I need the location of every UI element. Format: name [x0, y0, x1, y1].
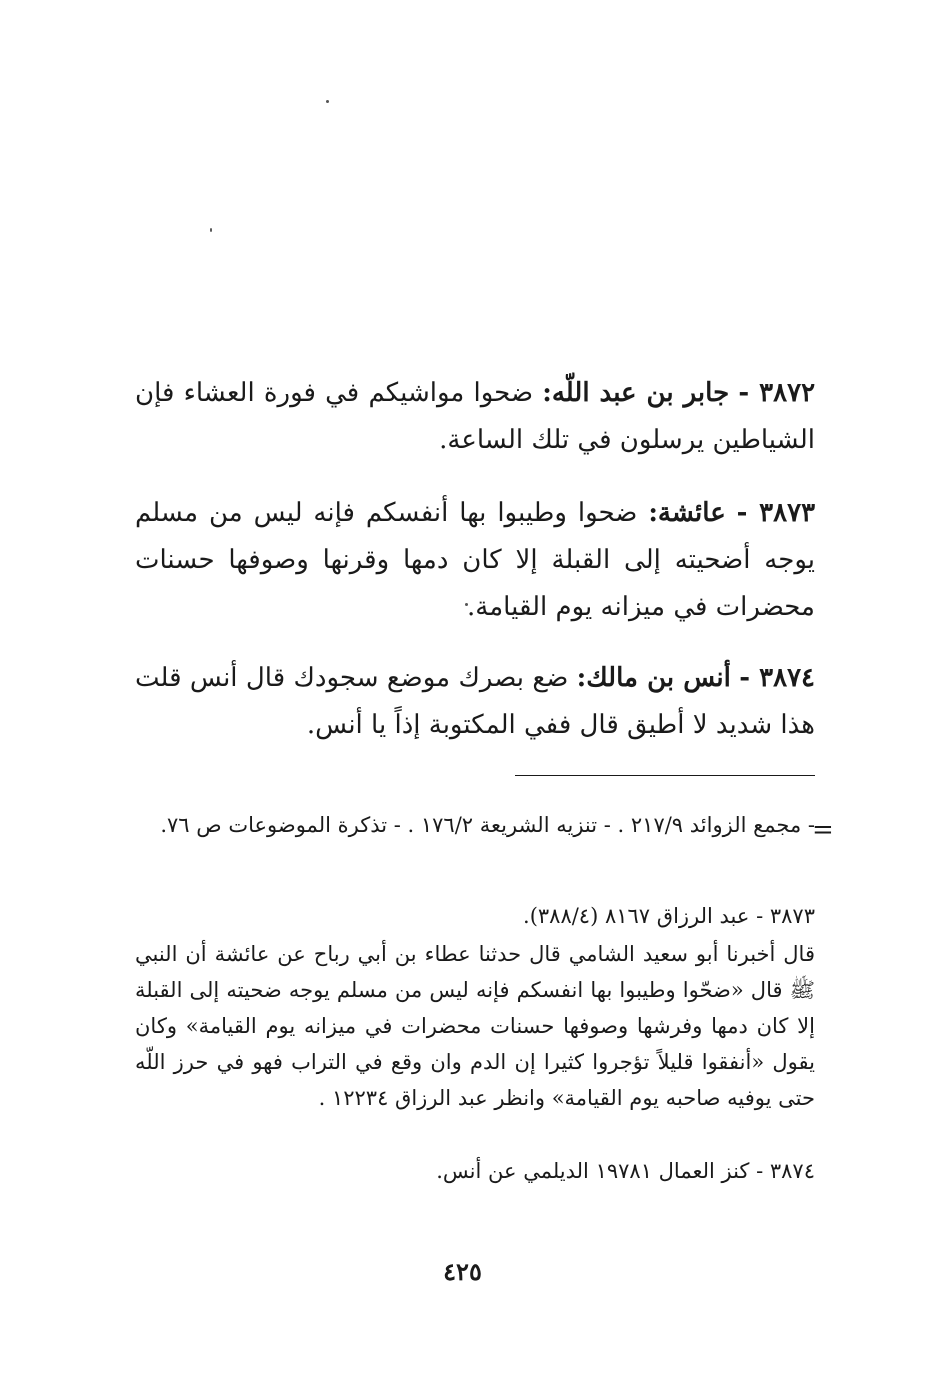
- hadith-text: ضحوا مواشيكم في فورة العشاء فإن الشياطين يرسلون في تلك الساعة.: [135, 378, 815, 455]
- narrator-name: عائشة:: [648, 498, 726, 528]
- footnote-3873-body: قال أخبرنا أبو سعيد الشامي قال حدثنا عطاء بن أبي رباح عن عائشة أن النبي ﷺ قال «ضحّوا وطيبوا بها انفسكم فإنه ليس من مسلم يوجه ضحيته إلى القبلة إلا كان دمها وفرشها وصوفها حسنات محضرات في ميزانه يوم القيامة» وكان يقول «أنفقوا قليلاً تؤجروا كثيرا إن الدم وان وقع في التراب فهو في حرز اللّه حتى يوفيه صاحبه يوم القيامة» وانظر عبد الرزاق ١٢٢٣٤ .: [135, 942, 815, 1110]
- narrator-name: جابر بن عبد اللّه:: [542, 378, 730, 408]
- ink-speck: [210, 228, 212, 232]
- ink-speck: [326, 100, 329, 103]
- hadith-entry-3873: [135, 490, 815, 631]
- hadith-entry-3872: [135, 370, 815, 464]
- entry-number: ٣٨٧٤ -: [739, 663, 816, 693]
- footnote-continuation: - مجمع الزوائد ٢١٧/٩ . - تنزيه الشريعة ١٧٦/٢ . - تذكرة الموضوعات ص ٧٦.: [160, 813, 815, 837]
- page-number: ٤٢٥: [443, 1257, 482, 1286]
- footnote-3873-head: ٣٨٧٣ - عبد الرزاق ٨١٦٧ (٣٨٨/٤).: [523, 904, 815, 928]
- continuation-mark: =: [812, 815, 834, 845]
- hadith-text: ضحوا وطيبوا بها أنفسكم فإنه ليس من مسلم يوجه أضحيته إلى القبلة إلا كان دمها وقرنها وصوفها حسنات محضرات في ميزانه يوم القيامة.: [135, 498, 815, 622]
- hadith-text: ضع بصرك موضع سجودك قال أنس قلت هذا شديد لا أطيق قال ففي المكتوبة إذاً يا أنس.: [135, 663, 815, 740]
- footnote-separator: [515, 775, 815, 776]
- entry-number: ٣٨٧٢ -: [738, 378, 816, 408]
- entry-number: ٣٨٧٣ -: [736, 498, 816, 528]
- hadith-entry-3874: [135, 655, 815, 749]
- narrator-name: أنس بن مالك:: [576, 663, 731, 693]
- footnote-3874: ٣٨٧٤ - كنز العمال ١٩٧٨١ الديلمي عن أنس.: [436, 1159, 815, 1183]
